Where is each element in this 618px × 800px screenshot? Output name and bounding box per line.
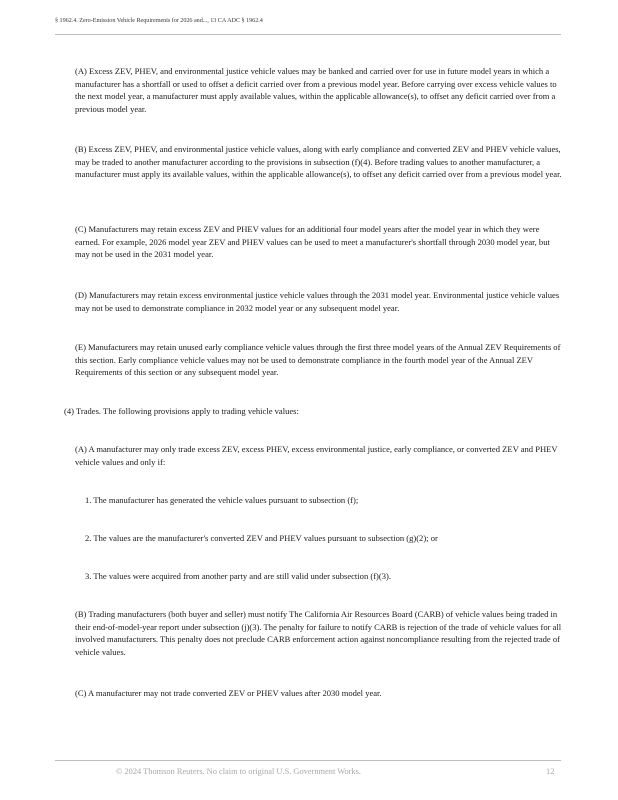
footer-divider — [55, 760, 561, 761]
copyright-notice: © 2024 Thomson Reuters. No claim to original U.S. Government Works. — [116, 767, 361, 776]
header-divider — [55, 34, 561, 35]
paragraph-c: (C) Manufacturers may retain excess ZEV and PHEV values for an additional four model years after the model year in which they were earned. For example, 2026 model year ZEV and PHEV values can be used to meet a manufacturer's shortfall through 2030 model year, but may not be used in the 2031 model year. — [75, 224, 550, 260]
list-item-2: 2. The values are the manufacturer's converted ZEV and PHEV values pursuant to subsection (g)(2); or — [85, 533, 438, 543]
paragraph-e: (E) Manufacturers may retain unused early compliance vehicle values through the first three model years of the Annual ZEV Requirements of this section. Early compliance vehicle values may not be used to demonstrate compliance in the fourth model year of the Annual ZEV Requirements of this section or any subsequent model year. — [75, 342, 561, 378]
paragraph-d: (D) Manufacturers may retain excess environmental justice vehicle values through the 2031 model year. Environmental justice vehicle values may not be used to demonstrate compliance in 2032 model year or any subsequent model year. — [75, 290, 560, 313]
paragraph-b: (B) Excess ZEV, PHEV, and environmental justice vehicle values, along with early compliance and converted ZEV and PHEV vehicle values, may be traded to another manufacturer according to the provisions in subsection (f)(4). Before trading values to another manufacturer, a manufacturer must apply its available values, within the applicable allowance(s), to offset any deficit carried over from a previous model year. — [75, 144, 562, 180]
trades-paragraph-c: (C) A manufacturer may not trade converted ZEV or PHEV values after 2030 model year. — [75, 688, 382, 698]
trades-paragraph-a: (A) A manufacturer may only trade excess ZEV, excess PHEV, excess environmental justice, early compliance, or converted ZEV and PHEV vehicle values and only if: — [75, 444, 558, 467]
trades-paragraph-b: (B) Trading manufacturers (both buyer and seller) must notify The California Air Resources Board (CARB) of vehicle values being traded in their end-of-model-year report under subsection (j)(3). The penalty for failure to notify CARB is rejection of the trade of vehicle values for all involved manufacturers. This penalty does not preclude CARB enforcement action against noncompliance resulting from the rejected trade of vehicle values. — [75, 609, 562, 657]
list-item-1: 1. The manufacturer has generated the vehicle values pursuant to subsection (f); — [85, 495, 359, 505]
list-item-3: 3. The values were acquired from another party and are still valid under subsection (f)(3). — [85, 571, 391, 581]
page-number: 12 — [546, 767, 555, 776]
paragraph-a: (A) Excess ZEV, PHEV, and environmental justice vehicle values may be banked and carried over for use in future model years in which a manufacturer has a shortfall or used to offset a deficit carried over from a previous model year. Before carrying over excess vehicle values to the next model year, a manufacturer must apply available values, within the applicable allowance(s), to offset any deficit carried over from a previous model year. — [75, 66, 557, 114]
running-head: § 1962.4. Zero-Emission Vehicle Requirements for 2026 and..., 13 CA ADC § 1962.4 — [55, 17, 263, 24]
trades-heading: (4) Trades. The following provisions apply to trading vehicle values: — [64, 406, 299, 416]
